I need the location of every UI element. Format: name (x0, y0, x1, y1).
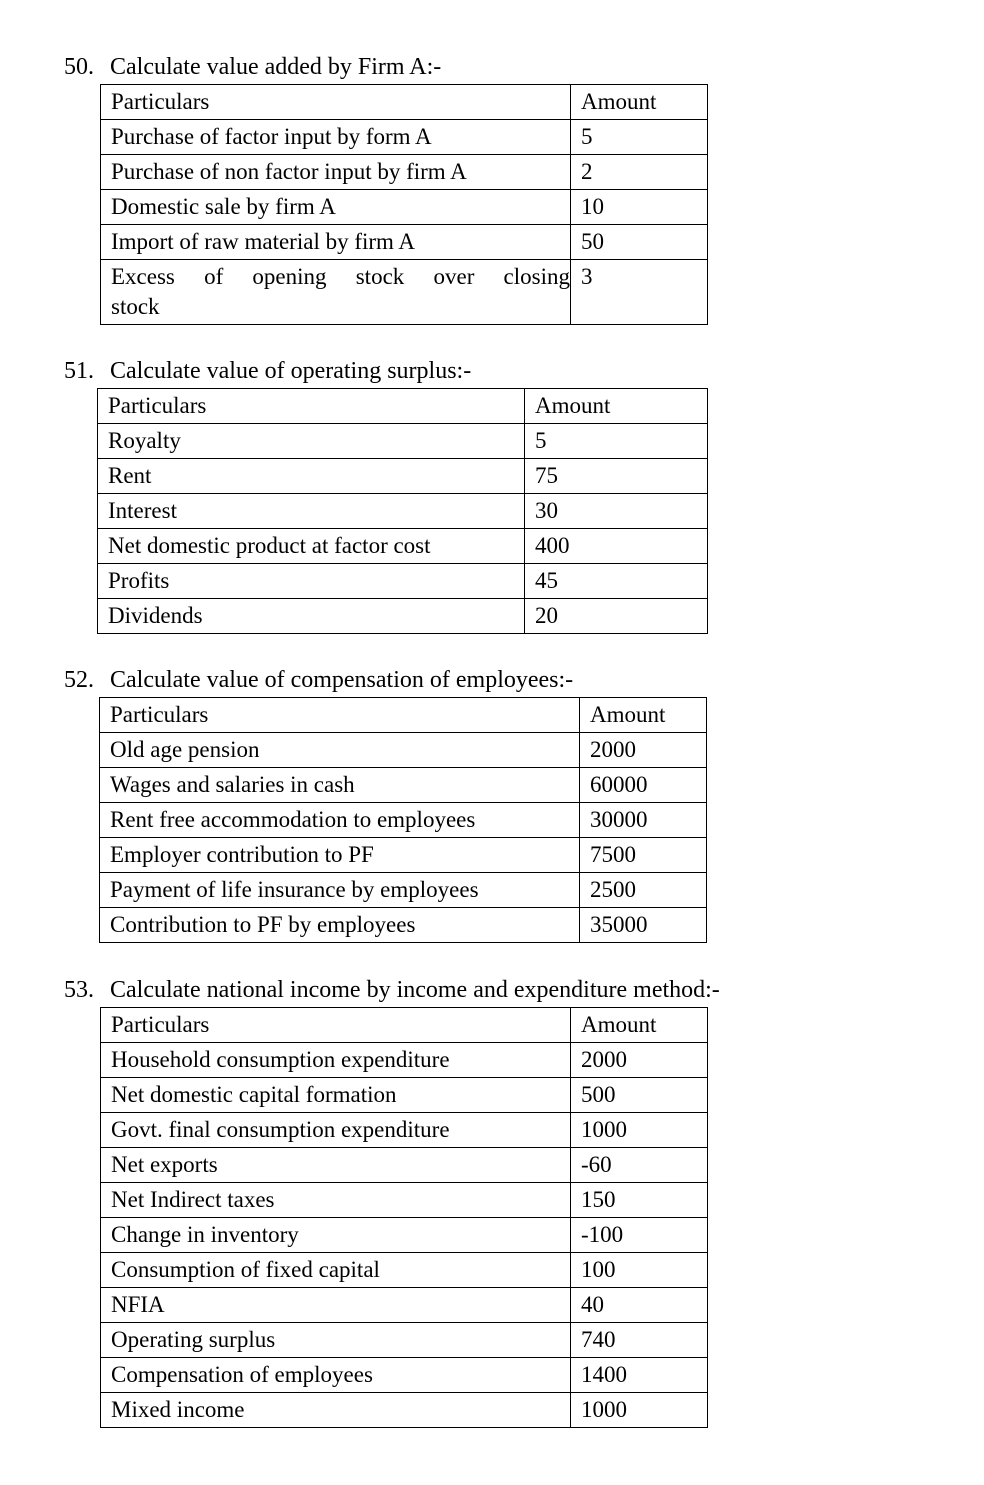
question-block-50 (0, 52, 984, 325)
table-row (101, 190, 708, 225)
cell-particular-line-2: stock (111, 294, 160, 319)
table-row (101, 1043, 708, 1078)
cell-particular: Interest (98, 494, 525, 529)
cell-particular: Rent (98, 459, 525, 494)
table-row (101, 1358, 708, 1393)
table-row (98, 599, 708, 634)
cell-particular: Employer contribution to PF (100, 838, 580, 873)
cell-particular: Consumption of fixed capital (101, 1253, 571, 1288)
question-prompt-50: Calculate value added by Firm A:- (110, 54, 442, 80)
question-block-53 (0, 975, 984, 1428)
question-number-53: 53. (64, 977, 94, 1003)
cell-particular: Compensation of employees (101, 1358, 571, 1393)
cell-particular: Mixed income (101, 1393, 571, 1428)
question-heading-52 (0, 665, 984, 695)
cell-amount: 1000 (571, 1113, 708, 1148)
question-prompt-51: Calculate value of operating surplus:- (110, 358, 472, 384)
table-row (101, 1148, 708, 1183)
question-table-53 (100, 1007, 708, 1428)
table-row (98, 424, 708, 459)
table-row (101, 1393, 708, 1428)
cell-amount: 30 (525, 494, 708, 529)
cell-amount: 500 (571, 1078, 708, 1113)
table-row (100, 733, 707, 768)
table-row (100, 838, 707, 873)
block-spacer (0, 325, 984, 356)
cell-amount: 2000 (580, 733, 707, 768)
column-header-amount: Amount (571, 85, 708, 120)
cell-amount: 100 (571, 1253, 708, 1288)
cell-particular: Dividends (98, 599, 525, 634)
table-row (98, 529, 708, 564)
cell-particular: Old age pension (100, 733, 580, 768)
cell-amount: 20 (525, 599, 708, 634)
cell-amount: 5 (525, 424, 708, 459)
table-row (101, 1253, 708, 1288)
question-heading-53 (0, 975, 984, 1005)
table-row (101, 1183, 708, 1218)
table-row (101, 1218, 708, 1253)
cell-amount: 1000 (571, 1393, 708, 1428)
question-heading-51 (0, 356, 984, 386)
column-header-particulars: Particulars (98, 389, 525, 424)
question-number-52: 52. (64, 667, 94, 693)
cell-amount: 2500 (580, 873, 707, 908)
cell-particular: Change in inventory (101, 1218, 571, 1253)
table-row (101, 1113, 708, 1148)
cell-particular: Purchase of factor input by form A (101, 120, 571, 155)
table-row (101, 1078, 708, 1113)
table-row (101, 120, 708, 155)
question-heading-50 (0, 52, 984, 82)
table-header-row (98, 389, 708, 424)
question-prompt-52: Calculate value of compensation of employees:- (110, 667, 574, 693)
column-header-amount: Amount (525, 389, 708, 424)
table-header-row (101, 85, 708, 120)
cell-amount: 60000 (580, 768, 707, 803)
cell-amount: 2 (571, 155, 708, 190)
cell-amount: 45 (525, 564, 708, 599)
question-prompt-53: Calculate national income by income and expenditure method:- (110, 977, 720, 1003)
cell-particular: Payment of life insurance by employees (100, 873, 580, 908)
column-header-amount: Amount (580, 698, 707, 733)
question-block-51 (0, 356, 984, 634)
table-header-row (101, 1008, 708, 1043)
question-number-51: 51. (64, 358, 94, 384)
cell-amount: -100 (571, 1218, 708, 1253)
cell-particular: Domestic sale by firm A (101, 190, 571, 225)
question-table-51 (97, 388, 708, 634)
cell-amount: 3 (571, 260, 708, 325)
cell-particular (101, 260, 571, 325)
cell-amount: 2000 (571, 1043, 708, 1078)
cell-particular: Wages and salaries in cash (100, 768, 580, 803)
cell-amount: 50 (571, 225, 708, 260)
cell-particular: Profits (98, 564, 525, 599)
cell-amount: 35000 (580, 908, 707, 943)
table-row (100, 768, 707, 803)
table-row (101, 1323, 708, 1358)
page-top-margin (0, 0, 984, 52)
cell-particular: Net Indirect taxes (101, 1183, 571, 1218)
cell-particular-line-1: Excess of opening stock over closing (111, 264, 570, 289)
question-block-52 (0, 665, 984, 943)
table-header-row (100, 698, 707, 733)
column-header-particulars: Particulars (100, 698, 580, 733)
cell-amount: 400 (525, 529, 708, 564)
cell-particular: Net domestic capital formation (101, 1078, 571, 1113)
table-row (98, 564, 708, 599)
table-row (101, 225, 708, 260)
cell-amount: 30000 (580, 803, 707, 838)
cell-particular: Purchase of non factor input by firm A (101, 155, 571, 190)
block-spacer (0, 943, 984, 975)
cell-amount: 40 (571, 1288, 708, 1323)
cell-amount: 740 (571, 1323, 708, 1358)
block-spacer (0, 634, 984, 665)
cell-amount: 7500 (580, 838, 707, 873)
cell-particular: Net exports (101, 1148, 571, 1183)
cell-amount: 5 (571, 120, 708, 155)
column-header-amount: Amount (571, 1008, 708, 1043)
cell-particular: Contribution to PF by employees (100, 908, 580, 943)
table-row (100, 873, 707, 908)
question-number-50: 50. (64, 54, 94, 80)
cell-amount: -60 (571, 1148, 708, 1183)
cell-particular: Royalty (98, 424, 525, 459)
table-row (100, 803, 707, 838)
table-row (98, 494, 708, 529)
question-table-50 (100, 84, 708, 325)
cell-amount: 10 (571, 190, 708, 225)
cell-particular: Import of raw material by firm A (101, 225, 571, 260)
table-row (101, 1288, 708, 1323)
question-table-52 (99, 697, 707, 943)
table-row (101, 155, 708, 190)
table-row (98, 459, 708, 494)
table-row (100, 908, 707, 943)
cell-amount: 150 (571, 1183, 708, 1218)
cell-particular: Net domestic product at factor cost (98, 529, 525, 564)
cell-particular: NFIA (101, 1288, 571, 1323)
column-header-particulars: Particulars (101, 85, 571, 120)
cell-particular: Operating surplus (101, 1323, 571, 1358)
cell-particular: Govt. final consumption expenditure (101, 1113, 571, 1148)
table-row (101, 260, 708, 325)
cell-particular: Rent free accommodation to employees (100, 803, 580, 838)
column-header-particulars: Particulars (101, 1008, 571, 1043)
cell-amount: 1400 (571, 1358, 708, 1393)
cell-particular: Household consumption expenditure (101, 1043, 571, 1078)
cell-amount: 75 (525, 459, 708, 494)
